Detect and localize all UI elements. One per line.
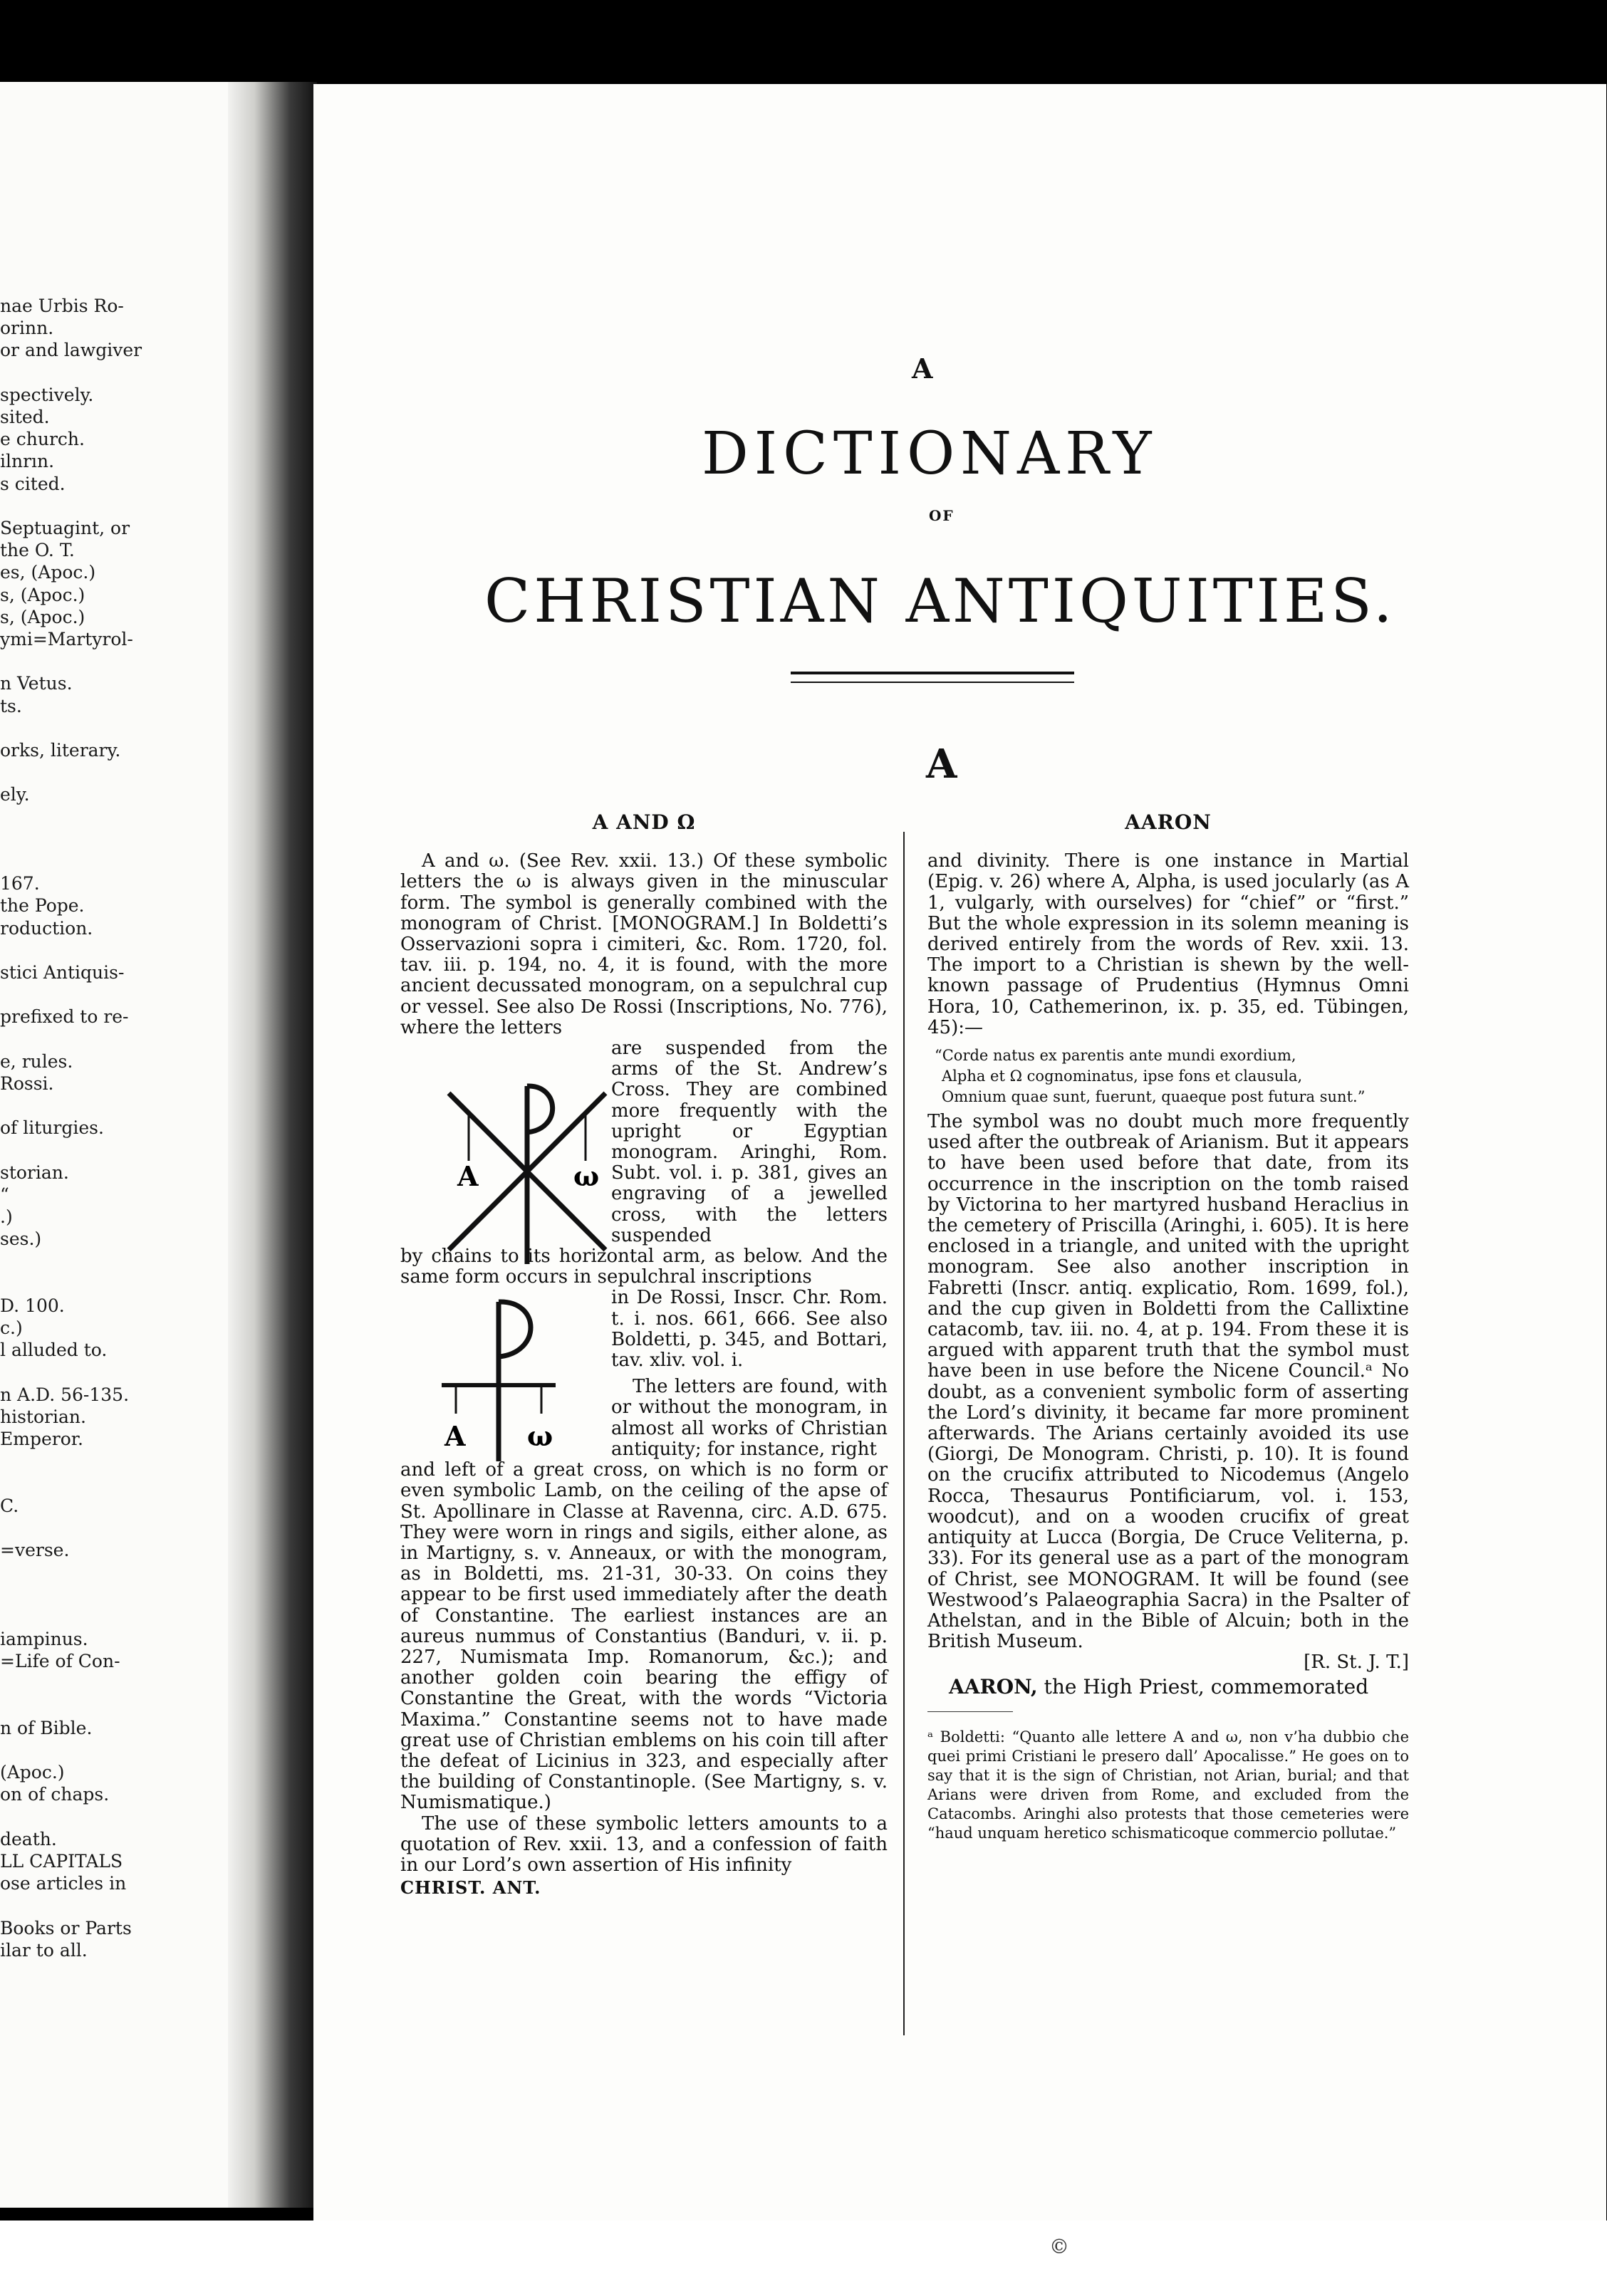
left-page-line: n of Bible. [0,1717,93,1738]
entry-paragraph: are suspended from the arms of the St. Andrew’s Cross. They are combined more frequently with the upright or Egyptian monogram. Aringhi, Rom. Subt. vol. i. p. 381, gives an engraving of a jewelled cross, with the letters suspended [611,1038,888,1246]
left-page-line: stici Antiquis- [0,962,125,983]
left-page-line: s, (Apoc.) [0,584,85,605]
left-page-line: l alluded to. [0,1340,108,1361]
entry-lead-aaron: AARON, [949,1674,1038,1698]
entry-paragraph: The symbol was no doubt much more frequently used after the outbreak of Arianism. But it appears to have been used before that date, from its occurrence in the inscription on the tomb raised by Victorina to her martyred husband Heraclius in the cemetery of Priscilla (Aringhi, i. 605). It is here enclosed in a triangle, and united with the upright monogram. See also another inscription in Fabretti (Inscr. antiq. explicatio, Rom. 1699, fol.), and the cup given in Boldetti from the Callixtine catacomb, tav. iii. no. 4, at p. 194. From these it is argued with apparent truth that the symbol must have been in use before the Nicene Council.ᵃ No doubt, as a convenient symbolic form of asserting the Lord’s divinity, it became far more prominent afterwards. The Arians certainly avoided its use (Giorgi, De Monogram. Christi, p. 10). It is found on the crucifix attributed to Nicodemus (Angelo Rocca, Thesaurus Pontificiarum, vol. i. 153, woodcut), and on a wooden crucifix of great antiquity at Lucca (Borgia, De Cruce Veliterna, p. 33). For its general use as a part of the monogram of Christ, see MONOGRAM. It will be found (see Westwood’s Palaeographia Sacra) in the Psalter of Athelstan, and in the Bible of Alcuin; both in the British Museum. [927,1111,1409,1653]
left-page-line: ilar to all. [0,1939,88,1961]
scan-mark: © [1049,2235,1069,2258]
left-page-line: ilnrın. [0,451,55,472]
left-page-line: e church. [0,429,85,450]
left-page-line: e, rules. [0,1050,73,1072]
left-page-line: on of chaps. [0,1784,110,1805]
chi-rho-cross-symbol [427,1296,570,1467]
entry-paragraph: and divinity. There is one instance in Martial (Epig. v. 26) where A, Alpha, is used jocularly (as A 1, vulgarly, with ourselves) for “chief” or “first.” But the whole expression in its solemn meaning is derived entirely from the words of Rev. xxii. 13. The import to a Christian is shewn by the well-known passage of Prudentius (Hymnus Omni Hora, 10, Cathemerinon, ix. p. 35, ed. Tübingen, 45):— [927,850,1409,1038]
left-page-line: ose articles in [0,1873,127,1894]
left-page-line: s, (Apoc.) [0,606,85,627]
left-page-line: ses.) [0,1228,42,1250]
entry-paragraph: in De Rossi, Inscr. Chr. Rom. t. i. nos. 661, 666. See also Boldetti, p. 345, and Bottari, tav. xliv. vol. i. [611,1287,888,1372]
title-rule-bottom [791,682,1074,683]
footnote-rule [927,1711,1013,1712]
left-page-line: .) [0,1206,13,1228]
entry-paragraph: The letters are found, with or without the monogram, in almost all works of Christian antiquity; for instance, right [611,1376,888,1460]
left-page-line: prefixed to re- [0,1006,129,1028]
left-page-line: c.) [0,1317,23,1339]
left-page-line: nae Urbis Ro- [0,296,124,316]
left-page-line: Rossi. [0,1073,54,1094]
symbol-omega: ω [573,1160,600,1192]
left-page-line: or and lawgiver [0,340,142,361]
left-page-line: ely. [0,784,30,805]
prudentius-quotation [935,1045,1409,1107]
left-page-line: 167. [0,873,40,894]
author-attribution: [R. St. J. T.] [1304,1651,1409,1674]
left-page-line: Septuagint, or [0,518,130,538]
entry-text: the High Priest, commemorated [1037,1674,1369,1698]
entry-paragraph: The use of these symbolic letters amounts to a quotation of Rev. xxii. 13, and a confession of faith in our Lord’s own assertion of His infinity [400,1812,888,1876]
scan-bottom-margin [0,2221,1607,2296]
title-article: A [912,353,935,385]
quotation-line: Omnium quae sunt, fuerunt, quaeque post futura sunt.” [942,1088,1366,1106]
left-page-line: LL CAPITALS [0,1851,123,1872]
book-gutter [228,82,317,2208]
column-divider [903,832,905,2035]
symbol-alpha: A [444,1420,466,1452]
left-page-line: historian. [0,1407,86,1427]
left-page-line: orks, literary. [0,740,121,761]
left-page-line: D. 100. [0,1295,65,1316]
left-page-line: ts. [0,695,22,716]
entry-paragraph: A and ω. (See Rev. xxii. 13.) Of these symbolic letters the ω is always given in the minuscular form. The symbol is generally combined with the monogram of Christ. [MONOGRAM.] In Boldetti’s Osservazioni sopra i cimiteri, &c. Rom. 1720, fol. tav. iii. p. 194, no. 4, it is found, with the more ancient decussated monogram, on a sepulchral cup or vessel. See also De Rossi (Inscriptions, No. 776), where the letters [400,850,888,1038]
entry-heading-a-and-omega: A AND Ω [592,810,696,834]
left-page-line: spectively. [0,384,94,405]
left-page-line: Books or Parts [0,1917,132,1938]
entry-heading-aaron: AARON [1125,810,1212,834]
left-page-line: the O. T. [0,540,75,561]
symbol-omega: ω [527,1420,553,1452]
title-rule-top [791,672,1074,674]
left-page-line: (Apoc.) [0,1762,65,1783]
left-page-line: Emperor. [0,1429,83,1450]
entry-paragraph-aaron [927,1676,1409,1697]
quotation-line: Alpha et Ω cognominatus, ipse fons et clausula, [942,1068,1303,1085]
left-page-line: of liturgies. [0,1117,104,1139]
symbol-alpha: A [457,1160,479,1192]
footnote: ᵃ Boldetti: “Quanto alle lettere A and ω, non v’ha dubbio che quei primi Cristiani le presero dall’ Apocalisse.” He goes on to say that it is the sign of Christian, not Arian, burial; and that Arians were driven from Rome, and excluded from the Catacombs. Aringhi also protests that those cemeteries were “haud unquam heretico schismaticoque commercio pollutae.” [927,1728,1409,1842]
entry-paragraph: by chains to its horizontal arm, as below. And the same form occurs in sepulchral inscriptions [400,1246,888,1288]
title-of: OF [929,507,955,524]
title-christian-antiquities: CHRISTIAN ANTIQUITIES. [484,566,1396,636]
quotation-line: “Corde natus ex parentis ante mundi exordium, [935,1047,1296,1065]
column-right [927,812,1409,1843]
left-page-line: =verse. [0,1540,70,1561]
left-page-line: death. [0,1828,57,1849]
chi-rho-decussated-symbol [427,1072,627,1271]
left-page-line: orinn. [0,318,54,339]
left-page-line: C. [0,1495,19,1516]
entry-paragraph: and left of a great cross, on which is no form or even symbolic Lamb, on the ceiling of the apse of St. Apollinare in Classe at Ravenna, circ. A.D. 675. They were worn in rings and sigils, either alone, as in Martigny, s. v. Anneaux, or with the monogram, as in Boldetti, ms. 21-31, 30-33. On coins they appear to be first used immediately after the death of Constantine. The earliest instances are an aureus nummus of Constantius (Banduri, v. ii. p. 227, Numismata Imp. Romanorum, &c.); and another golden coin bearing the effigy of Constantine the Great, with the words “Victoria Maxima.” Constantine seems not to have made great use of Christian emblems on his coin till after the defeat of Licinius in 323, and especially after the building of Constantinople. (See Martigny, s. v. Numismatique.) [400,1459,888,1814]
left-page-line: roduction. [0,917,93,939]
left-page-line: ymi=Martyrol- [0,629,133,649]
left-page-line: “ [0,1184,9,1205]
left-page-line: the Pope. [0,895,85,917]
title-dictionary: DICTIONARY [702,420,1158,488]
signature-mark: CHRIST. ANT. [400,1877,541,1899]
section-letter: A [926,741,957,788]
left-page-line: iampinus. [0,1629,88,1649]
left-page-line: sited. [0,407,50,427]
left-page-line: n Vetus. [0,673,73,694]
left-page-line: =Life of Con- [0,1651,120,1672]
left-page-line: s cited. [0,473,66,494]
left-page-line: storian. [0,1162,69,1183]
left-page-line: n A.D. 56-135. [0,1384,130,1405]
left-page-line: es, (Apoc.) [0,562,96,583]
